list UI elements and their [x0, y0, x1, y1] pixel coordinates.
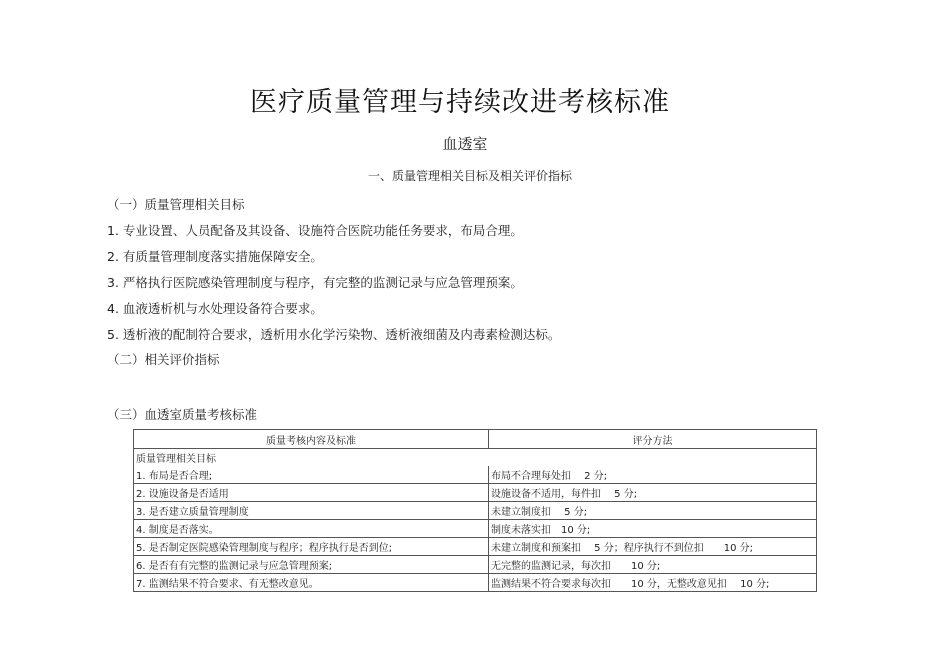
table-row [134, 556, 817, 574]
section-heading: 一、质量管理相关目标及相关评价指标 [367, 169, 572, 183]
table-header-scoring: 评分方法 [489, 430, 817, 449]
table-row [134, 520, 817, 538]
goal-item-5: 5. 透析液的配制符合要求，透析用水化学污染物、透析液细菌及内毒素检测达标。 [107, 327, 561, 342]
table-cell-scoring: 无完整的监测记录，每次扣 10 分; [489, 556, 817, 574]
table-row [134, 538, 817, 556]
table-cell-criteria: 5. 是否制定医院感染管理制度与程序；程序执行是否到位; [134, 538, 489, 556]
table-cell-criteria: 2. 设施设备是否适用 [134, 484, 489, 502]
table-cell-scoring: 未建立制度扣 5 分; [489, 502, 817, 520]
table-row [134, 484, 817, 502]
table-cell-scoring: 设施设备不适用，每件扣 5 分; [489, 484, 817, 502]
table-cell-scoring: 监测结果不符合要求每次扣 10 分，无整改意见扣 10 分; [489, 574, 817, 592]
table-row [134, 574, 817, 592]
table-cell-scoring: 布局不合理每处扣 2 分; [489, 466, 817, 484]
standards-table [133, 429, 817, 592]
goal-item-4: 4. 血液透析机与水处理设备符合要求。 [107, 301, 323, 316]
standards-heading: （三）血透室质量考核标准 [107, 407, 258, 422]
table-row [134, 502, 817, 520]
table-group-label: 质量管理相关目标 [134, 449, 817, 467]
document-title: 医疗质量管理与持续改进考核标准 [250, 87, 670, 118]
goal-item-2: 2. 有质量管理制度落实措施保障安全。 [107, 249, 323, 264]
indicators-heading: （二）相关评价指标 [107, 352, 220, 367]
table-cell-criteria: 7. 监测结果不符合要求、有无整改意见。 [134, 574, 489, 592]
table-cell-criteria: 3. 是否建立质量管理制度 [134, 502, 489, 520]
table-group-row [134, 449, 817, 467]
goal-item-3: 3. 严格执行医院感染管理制度与程序，有完整的监测记录与应急管理预案。 [107, 275, 523, 290]
table-cell-scoring: 制度未落实扣 10 分; [489, 520, 817, 538]
table-cell-criteria: 4. 制度是否落实。 [134, 520, 489, 538]
department-subtitle: 血透室 [442, 135, 488, 153]
table-header-row [134, 430, 817, 449]
table-header-criteria: 质量考核内容及标准 [134, 430, 489, 449]
table-cell-criteria: 6. 是否有有完整的监测记录与应急管理预案; [134, 556, 489, 574]
table-cell-criteria: 1. 布局是否合理; [134, 466, 489, 484]
table-row [134, 466, 817, 484]
goal-item-1: 1. 专业设置、人员配备及其设备、设施符合医院功能任务要求，布局合理。 [107, 223, 523, 238]
goals-heading: （一）质量管理相关目标 [107, 197, 245, 212]
table-cell-scoring: 未建立制度和预案扣 5 分；程序执行不到位扣 10 分; [489, 538, 817, 556]
